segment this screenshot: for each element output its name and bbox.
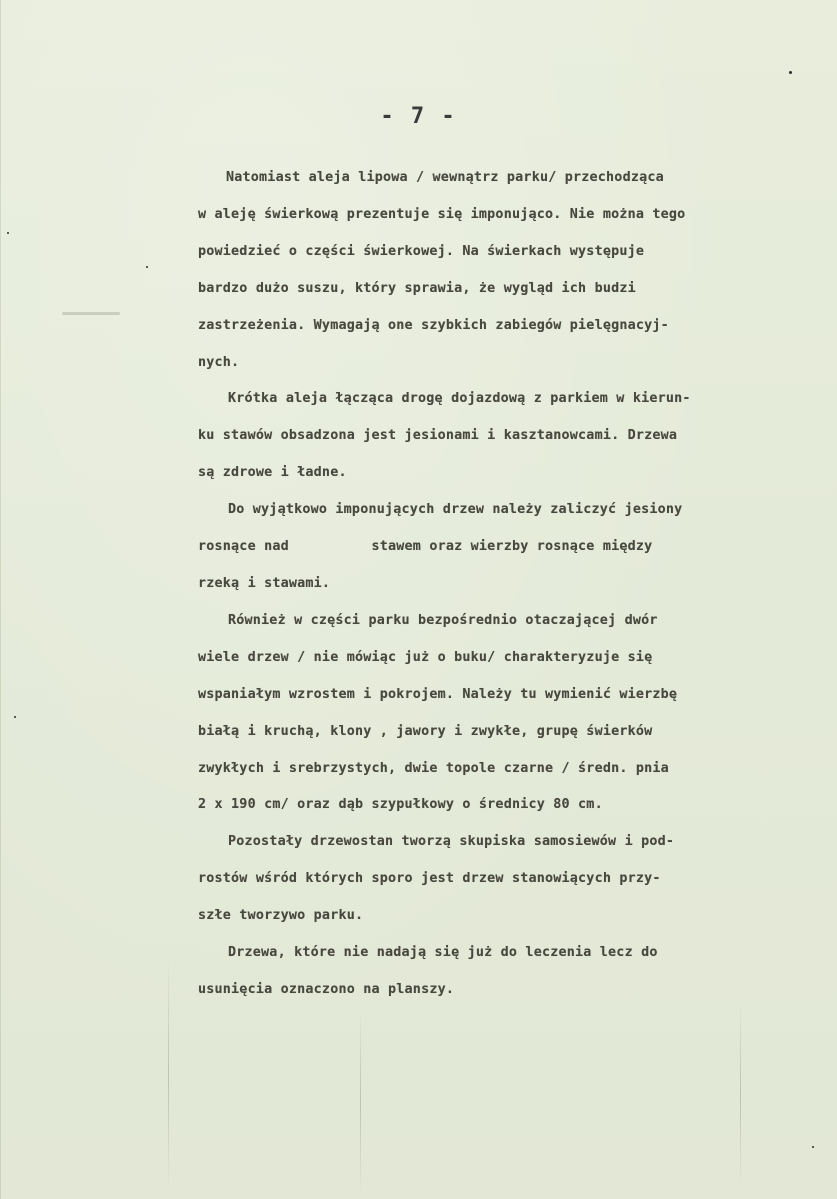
ink-speck (812, 1146, 814, 1148)
paragraph (198, 824, 828, 935)
text-line: wiele drzew / nie mówiąc już o buku/ charakteryzuje się (198, 649, 653, 665)
ink-speck (146, 266, 148, 268)
text-line: Również w części parku bezpośrednio otaczającej dwór (228, 612, 658, 628)
document-body (198, 160, 828, 1009)
smudge-mark (62, 312, 120, 315)
text-line: Natomiast aleja lipowa / wewnątrz parku/ przechodząca (226, 170, 664, 185)
ink-speck (789, 71, 792, 74)
text-line: Pozostały drzewostan tworzą skupiska samosiewów i pod- (228, 834, 675, 850)
text-line: rostów wśród których sporo jest drzew stanowiących przy- (198, 871, 661, 887)
pencil-trace (168, 960, 169, 1190)
page-number: - 7 - (380, 104, 457, 129)
text-line: szłe tworzywo parku. (198, 908, 364, 924)
text-line: Do wyjątkowo imponujących drzew należy zaliczyć jesiony (228, 502, 683, 518)
text-line: nych. (198, 354, 240, 370)
paragraph (198, 603, 828, 824)
text-line: zwykłych i srebrzystych, dwie topole czarne / średn. pnia (198, 760, 669, 776)
paragraph (198, 160, 828, 381)
ink-speck (14, 716, 16, 718)
text-line: Drzewa, które nie nadają się już do leczenia lecz do (228, 945, 658, 961)
text-line: bardzo dużo suszu, który sprawia, że wygląd ich budzi (198, 280, 636, 296)
text-line: usunięcia oznaczono na planszy. (198, 981, 455, 997)
text-line: rzeką i stawami. (198, 575, 331, 591)
text-line: Krótka aleja łącząca drogę dojazdową z parkiem w kierun- (228, 391, 691, 407)
paragraph (198, 381, 828, 492)
paragraph (198, 935, 828, 1009)
paragraph (198, 492, 828, 603)
text-line: białą i kruchą, klony , jawory i zwykłe, grupę świerków (198, 723, 653, 739)
text-line: powiedzieć o części świerkowej. Na świerkach występuje (198, 243, 645, 259)
text-line: są zdrowe i ładne. (198, 465, 347, 481)
text-line: 2 x 190 cm/ oraz dąb szypułkowy o średnicy 80 cm. (198, 797, 603, 813)
pencil-trace (360, 1010, 361, 1195)
pencil-trace (740, 1000, 741, 1190)
text-line: zastrzeżenia. Wymagają one szybkich zabiegów pielęgnacyj- (198, 317, 669, 333)
ink-speck (7, 232, 9, 234)
text-line: ku stawów obsadzona jest jesionami i kasztanowcami. Drzewa (198, 428, 678, 444)
text-line: w aleję świerkową prezentuje się imponująco. Nie można tego (198, 206, 686, 222)
text-line: rosnące nad stawem oraz wierzby rosnące między (198, 539, 653, 555)
text-line: wspaniałym wzrostem i pokrojem. Należy tu wymienić wierzbę (198, 686, 678, 702)
